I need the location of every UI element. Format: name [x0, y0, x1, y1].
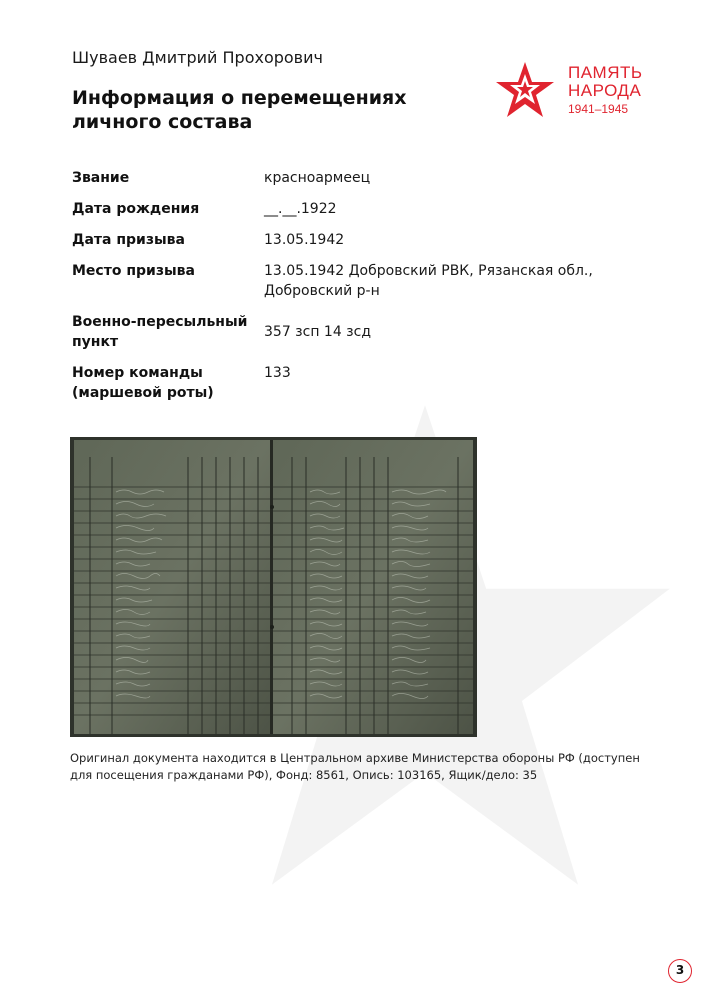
document-caption: Оригинал документа находится в Центральном архиве Министерства обороны РФ (доступен для посещения гражданами РФ), Фонд: 8561, Опись: 103165, Ящик/дело: 35: [70, 751, 640, 782]
field-value: 13.05.1942 Добровский РВК, Рязанская обл., Добровский р-н: [264, 263, 593, 299]
field-label: Место призыва: [72, 263, 195, 279]
field-value: __.__.1922: [264, 201, 337, 217]
field-value: 133: [264, 365, 291, 381]
person-name: Шуваев Дмитрий Прохорович: [72, 48, 323, 67]
field-value: 13.05.1942: [264, 232, 345, 248]
field-value: красноармеец: [264, 170, 371, 186]
page-number: 3: [668, 959, 692, 983]
field-team-number: [72, 363, 642, 403]
field-label: Номер команды (маршевой роты): [72, 365, 214, 401]
field-label: Звание: [72, 170, 130, 186]
field-value: 357 зсп 14 зсд: [264, 324, 372, 340]
archive-document-scan: [70, 437, 477, 737]
logo-line2: НАРОДА: [568, 81, 642, 100]
field-draft-date: [72, 230, 642, 250]
field-rank: [72, 168, 642, 188]
field-draft-place: [72, 261, 642, 301]
field-birth-date: [72, 199, 642, 219]
field-label: Военно-пересыльный пункт: [72, 314, 248, 350]
red-star-icon: [494, 60, 556, 120]
logo-line1: ПАМЯТЬ: [568, 63, 643, 82]
field-transit-point: [72, 312, 642, 352]
logo-years: 1941–1945: [568, 102, 629, 116]
info-table: [72, 168, 642, 414]
page-title: Информация о перемещениях личного состава: [72, 87, 407, 133]
field-label: Дата рождения: [72, 201, 200, 217]
field-label: Дата призыва: [72, 232, 185, 248]
document-scan-image: [70, 437, 477, 737]
pamyat-naroda-logo: [494, 60, 664, 120]
